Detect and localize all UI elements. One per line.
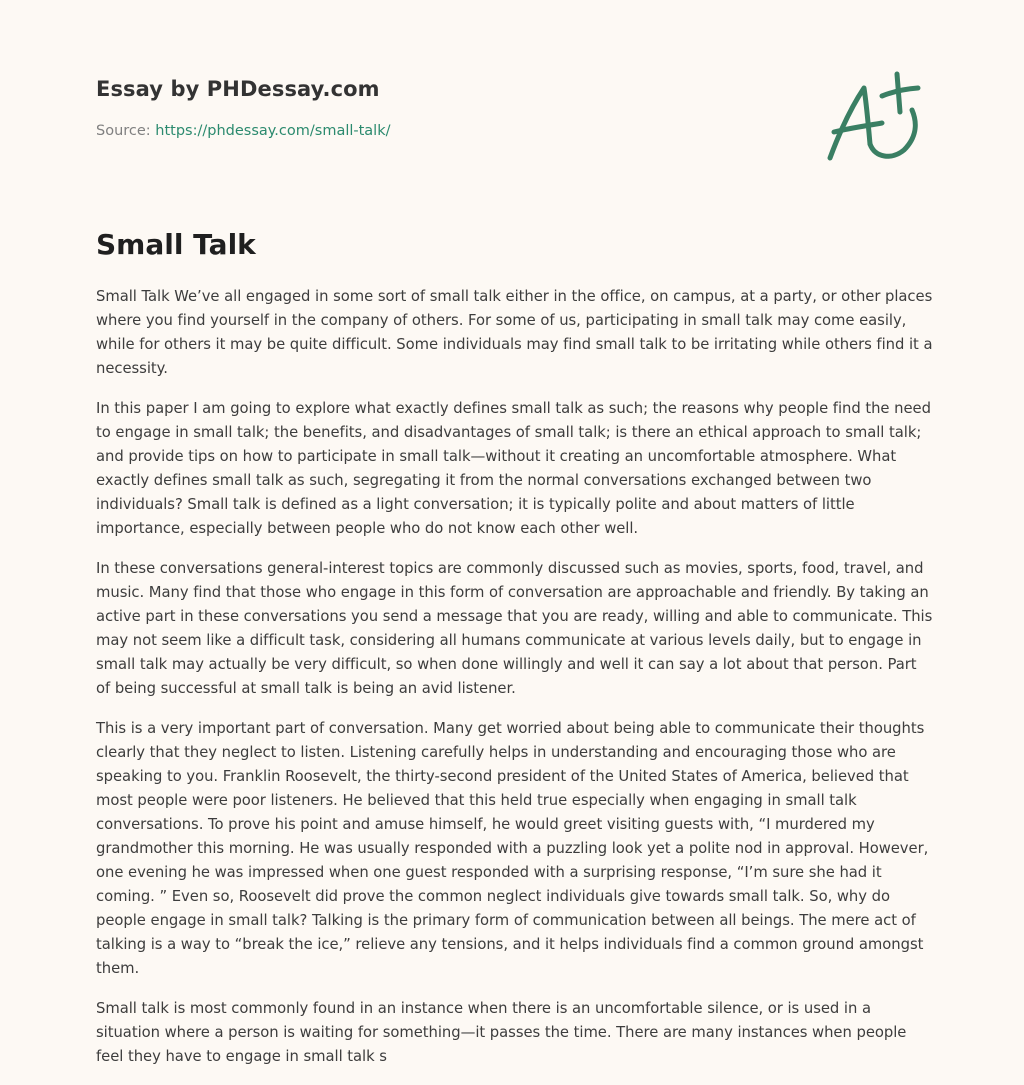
a-plus-grade-icon (820, 66, 928, 166)
essay-paragraph: In these conversations general-interest topics are commonly discussed such as movies, sports, food, travel, and music. Many find that those who engage in this form of conversation are approachable and friendly. By taking an active part in these conversations you send a message that you are ready, willing and able to communicate. This may not seem like a difficult task, considering all humans communicate at various levels daily, but to engage in small talk may actually be very difficult, so when done willingly and well it can say a lot about that person. Part of being successful at small talk is being an avid listener. (96, 560, 933, 697)
essay-paragraph: Small talk is most commonly found in an instance when there is an uncomfortable silence, or is used in a situation where a person is waiting for something—it passes the time. There are many instances when people feel they have to engage in small talk s (96, 1000, 907, 1065)
brand-title: Essay by PHDessay.com (96, 77, 380, 101)
essay-header (96, 74, 928, 184)
essay-paragraph: In this paper I am going to explore what exactly defines small talk as such; the reasons why people find the need to engage in small talk; the benefits, and disadvantages of small talk; is there an ethical approach to small talk; and provide tips on how to participate in small talk—without it creating an uncomfortable atmosphere. What exactly defines small talk as such, segregating it from the normal conversations exchanged between two individuals? Small talk is defined as a light conversation; it is typically polite and about matters of little importance, especially between people who do not know each other well. (96, 400, 931, 537)
source-line (96, 121, 928, 141)
essay-title: Small Talk (96, 228, 256, 261)
source-label: Source: (96, 123, 151, 139)
source-link[interactable]: https://phdessay.com/small-talk/ (155, 123, 391, 139)
essay-body (96, 285, 934, 1085)
essay-paragraph: Small Talk We’ve all engaged in some sort of small talk either in the office, on campus, at a party, or other places where you find yourself in the company of others. For some of us, participating in small talk may come easily, while for others it may be quite difficult. Some individuals may find small talk to be irritating while others find it a necessity. (96, 288, 933, 377)
essay-paragraph: This is a very important part of conversation. Many get worried about being able to communicate their thoughts clearly that they neglect to listen. Listening carefully helps in understanding and encouraging those who are speaking to you. Franklin Roosevelt, the thirty-second president of the United States of America, believed that most people were poor listeners. He believed that this held true especially when engaging in small talk conversations. To prove his point and amuse himself, he would greet visiting guests with, “I murdered my grandmother this morning. He was usually responded with a puzzling look yet a polite nod in approval. However, one evening he was impressed when one guest responded with a surprising response, “I’m sure she had it coming. ” Even so, Roosevelt did prove the common neglect individuals give towards small talk. So, why do people engage in small talk? Talking is the primary form of communication between all beings. The mere act of talking is a way to “break the ice,” relieve any tensions, and it helps individuals find a common ground amongst them. (96, 720, 929, 977)
